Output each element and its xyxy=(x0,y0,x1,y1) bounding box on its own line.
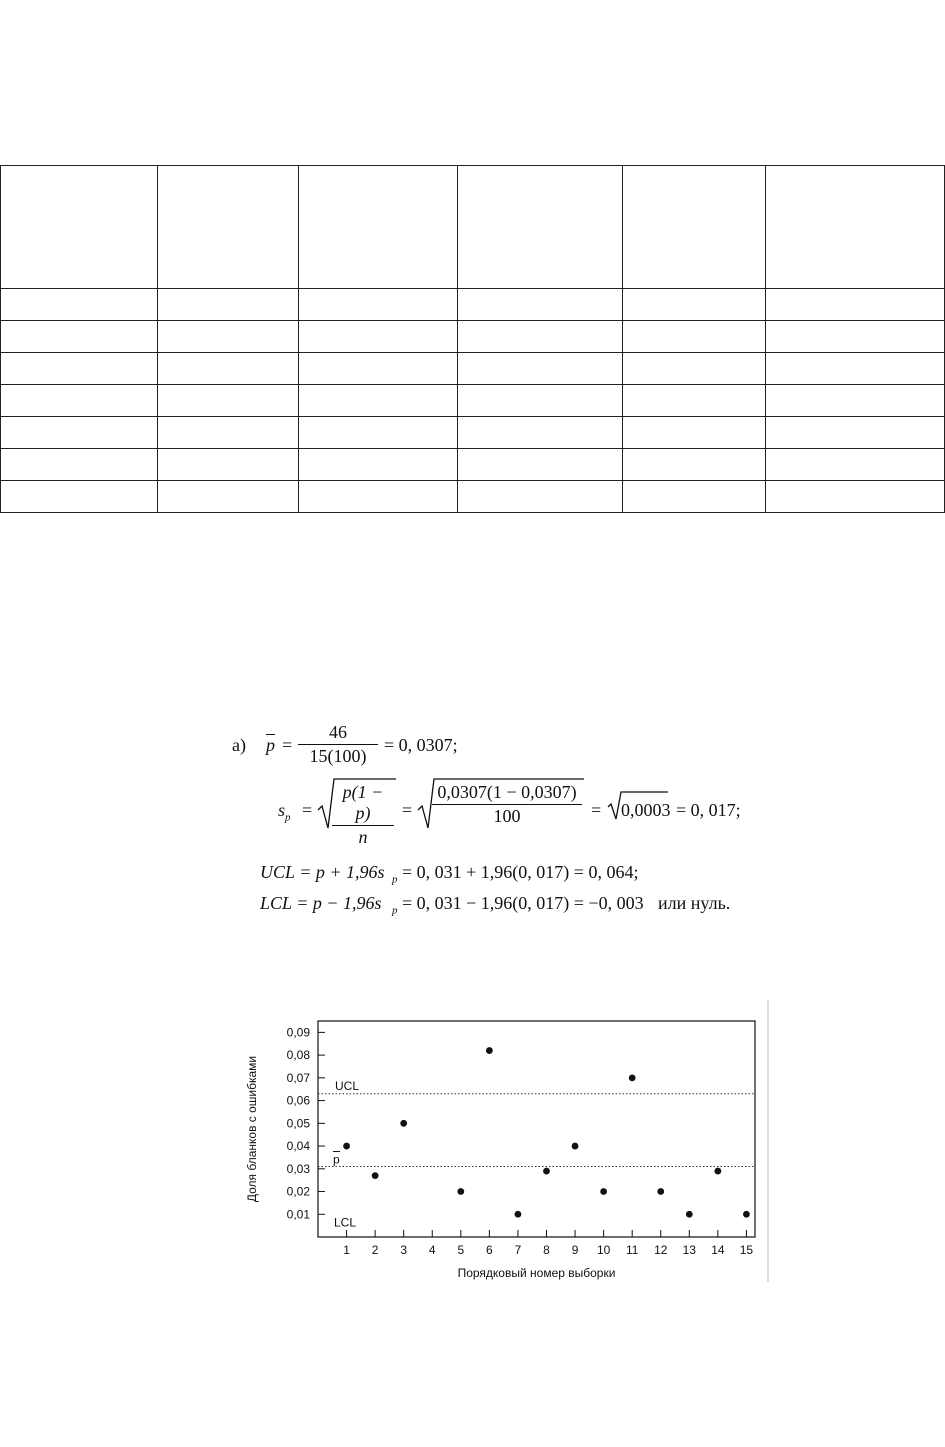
y-tick-label: 0,05 xyxy=(286,1116,310,1131)
ucl-label: UCL xyxy=(335,1078,360,1093)
x-tick-label: 2 xyxy=(371,1243,379,1257)
data-point xyxy=(686,1211,693,1218)
data-point xyxy=(743,1211,750,1218)
control-chart-svg xyxy=(240,1000,770,1290)
y-tick-label: 0,07 xyxy=(286,1070,310,1085)
pbar-result: = 0, 0307; xyxy=(384,735,458,755)
plot-frame xyxy=(318,1021,755,1237)
y-axis-title: Доля бланков с ошибками xyxy=(245,1055,259,1203)
sp-symbol xyxy=(278,800,291,824)
sp-fraction-2-num: 0,0307(1 − 0,0307) xyxy=(432,782,582,805)
equals-sign: = xyxy=(302,800,313,820)
lcl-subscript: p xyxy=(392,904,398,917)
y-tick-label: 0,02 xyxy=(286,1184,310,1199)
x-tick-label: 7 xyxy=(514,1243,522,1257)
x-tick-label: 11 xyxy=(625,1243,639,1257)
x-tick-label: 5 xyxy=(457,1243,465,1257)
sp-letter: s xyxy=(278,800,286,820)
equals-sign: = xyxy=(282,735,293,755)
control-chart xyxy=(240,1000,770,1290)
pbar-symbol: $\overline{p}$ xyxy=(266,735,275,755)
x-tick-label: 15 xyxy=(739,1243,754,1257)
sp-fraction-1 xyxy=(332,782,394,848)
x-tick-label: 3 xyxy=(400,1243,408,1257)
data-point xyxy=(543,1168,550,1175)
x-tick-label: 1 xyxy=(343,1243,350,1257)
y-tick-label: 0,08 xyxy=(286,1048,310,1063)
x-tick-label: 4 xyxy=(428,1243,436,1257)
data-point xyxy=(457,1188,464,1195)
y-tick-label: 0,09 xyxy=(286,1025,310,1040)
data-point xyxy=(572,1143,579,1150)
sp-fraction-1-num: p(1 − p) xyxy=(332,782,394,826)
lcl-formula-tail xyxy=(392,893,644,917)
data-point xyxy=(486,1047,493,1054)
x-tick-label: 10 xyxy=(596,1243,611,1257)
label-a: а) xyxy=(232,735,246,755)
sp-radical-3-value: 0,0003 xyxy=(621,800,671,820)
lcl-label: LCL xyxy=(334,1215,357,1230)
sp-subscript: p xyxy=(285,811,291,824)
ucl-tail-text: = 0, 031 + 1,96(0, 017) = 0, 064; xyxy=(397,862,639,882)
x-tick-label: 6 xyxy=(486,1243,493,1257)
lcl-word: или нуль. xyxy=(658,893,731,913)
lcl-formula: LCL = p − 1,96s xyxy=(260,893,382,913)
equals-sign: = xyxy=(402,800,413,820)
equals-sign: = xyxy=(591,800,602,820)
pbar-denominator: 15(100) xyxy=(309,746,367,766)
y-tick-label: 0,04 xyxy=(286,1139,310,1154)
data-point xyxy=(400,1120,407,1127)
pbar-numerator: 46 xyxy=(298,722,378,745)
x-axis-title: Порядковый номер выборки xyxy=(457,1266,616,1280)
y-tick-label: 0,06 xyxy=(286,1093,310,1108)
ucl-formula-tail xyxy=(392,862,638,886)
ucl-formula: UCL = p + 1,96s xyxy=(260,862,385,882)
x-tick-label: 8 xyxy=(543,1243,550,1257)
x-tick-label: 9 xyxy=(571,1243,579,1257)
ucl-subscript: p xyxy=(392,873,398,886)
sp-fraction-2-den: 100 xyxy=(493,806,521,826)
lcl-tail-text: = 0, 031 − 1,96(0, 017) = −0, 003 xyxy=(397,893,644,913)
data-point xyxy=(629,1074,636,1081)
data-point xyxy=(657,1188,664,1195)
data-point xyxy=(343,1143,350,1150)
x-tick-label: 14 xyxy=(711,1243,725,1257)
pbar-label: p xyxy=(333,1152,340,1167)
data-point xyxy=(372,1172,379,1179)
data-point xyxy=(714,1168,721,1175)
sp-fraction-2 xyxy=(432,782,582,827)
x-tick-label: 12 xyxy=(654,1243,668,1257)
x-tick-label: 13 xyxy=(682,1243,696,1257)
sp-fraction-1-den: n xyxy=(358,827,368,847)
pbar-fraction xyxy=(298,722,378,767)
data-point xyxy=(600,1188,607,1195)
y-tick-label: 0,03 xyxy=(286,1161,310,1176)
data-point xyxy=(515,1211,522,1218)
sp-result: = 0, 017; xyxy=(676,800,741,820)
y-tick-label: 0,01 xyxy=(286,1207,310,1222)
